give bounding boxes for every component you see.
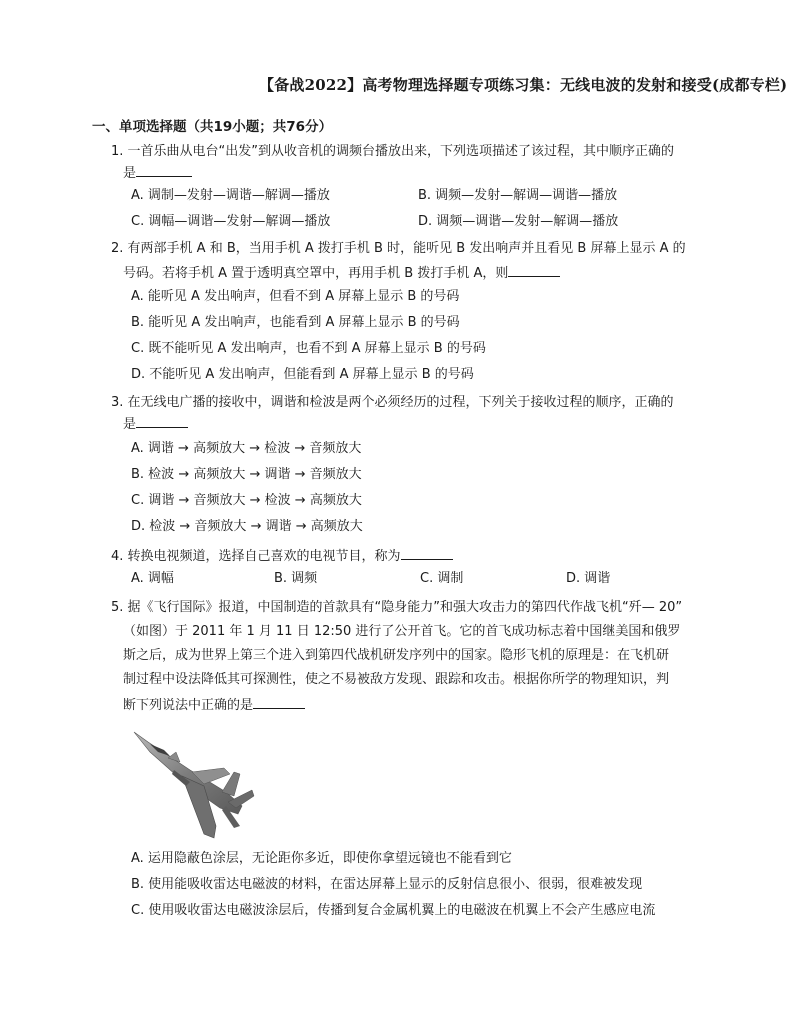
question-4-text: 4. 转换电视频道，选择自己喜欢的电视节目，称为 — [111, 546, 453, 566]
question-2-option-a: A. 能听见 A 发出响声，但看不到 A 屏幕上显示 B 的号码 — [131, 289, 460, 304]
question-1-text: 1. 一首乐曲从电台“出发”到从收音机的调频台播放出来，下列选项描述了该过程，其中顺序正确的 — [111, 144, 675, 159]
question-5-text-cont-1: （如图）于 2011 年 1 月 11 日 12:50 进行了公开首飞。它的首飞成功标志着中国继美国和俄罗 — [123, 624, 681, 639]
question-1-option-c: C. 调幅—调谐—发射—解调—播放 — [131, 214, 331, 229]
answer-blank — [401, 546, 453, 560]
answer-blank — [508, 263, 560, 277]
question-1-option-a: A. 调制—发射—调谐—解调—播放 — [131, 188, 330, 203]
question-4-option-d: D. 调谐 — [566, 571, 611, 586]
question-3-text-cont: 是 — [123, 414, 188, 434]
question-2-text: 2. 有两部手机 A 和 B，当用手机 A 拨打手机 B 时，能听见 B 发出响声并且看见 B 屏幕上显示 A 的 — [111, 241, 686, 256]
question-1-option-b: B. 调频—发射—解调—调谐—播放 — [418, 188, 618, 203]
question-2-option-b: B. 能听见 A 发出响声，也能看到 A 屏幕上显示 B 的号码 — [131, 315, 460, 330]
question-5-option-c: C. 使用吸收雷达电磁波涂层后，传播到复合金属机翼上的电磁波在机翼上不会产生感应电流 — [131, 903, 656, 918]
question-1-option-d: D. 调频—调谐—发射—解调—播放 — [418, 214, 619, 229]
stealth-fighter-jet-image — [130, 722, 260, 844]
question-2-option-d: D. 不能听见 A 发出响声，但能看到 A 屏幕上显示 B 的号码 — [131, 367, 474, 382]
document-title: 【备战2022】高考物理选择题专项练习集：无线电波的发射和接受(成都专栏) — [259, 76, 788, 94]
answer-blank — [253, 695, 305, 709]
question-5-option-a: A. 运用隐蔽色涂层，无论距你多近，即使你拿望远镜也不能看到它 — [131, 851, 512, 866]
question-5-text-cont-2: 斯之后，成为世界上第三个进入到第四代战机研发序列中的国家。隐形飞机的原理是：在飞机研 — [123, 648, 670, 663]
question-5-text-cont-3: 制过程中设法降低其可探测性，使之不易被敌方发现、跟踪和攻击。根据你所学的物理知识，判 — [123, 672, 670, 687]
question-5-option-b: B. 使用能吸收雷达电磁波的材料，在雷达屏幕上显示的反射信息很小、很弱，很难被发现 — [131, 877, 643, 892]
question-4-option-a: A. 调幅 — [131, 571, 174, 586]
question-3-option-b: B. 检波 → 高频放大 → 调谐 → 音频放大 — [131, 467, 362, 482]
question-2-text-cont: 号码。若将手机 A 置于透明真空罩中，再用手机 B 拨打手机 A，则 — [123, 263, 560, 283]
question-2-option-c: C. 既不能听见 A 发出响声，也看不到 A 屏幕上显示 B 的号码 — [131, 341, 486, 356]
question-5-text: 5. 据《飞行国际》报道，中国制造的首款具有“隐身能力”和强大攻击力的第四代作战飞机“歼— 20” — [111, 600, 683, 615]
question-3-option-c: C. 调谐 → 音频放大 → 检波 → 高频放大 — [131, 493, 362, 508]
question-5-text-cont-4: 断下列说法中正确的是 — [123, 695, 305, 715]
question-3-text: 3. 在无线电广播的接收中，调谐和检波是两个必须经历的过程，下列关于接收过程的顺序，正确的 — [111, 395, 674, 410]
question-4-option-b: B. 调频 — [274, 571, 318, 586]
question-1-text-cont: 是 — [123, 163, 192, 183]
question-4-option-c: C. 调制 — [420, 571, 464, 586]
question-3-option-d: D. 检波 → 音频放大 → 调谐 → 高频放大 — [131, 519, 363, 534]
section-heading: 一、单项选择题（共19小题；共76分） — [92, 119, 333, 135]
answer-blank — [136, 163, 192, 177]
question-3-option-a: A. 调谐 → 高频放大 → 检波 → 音频放大 — [131, 441, 362, 456]
answer-blank — [136, 414, 188, 428]
